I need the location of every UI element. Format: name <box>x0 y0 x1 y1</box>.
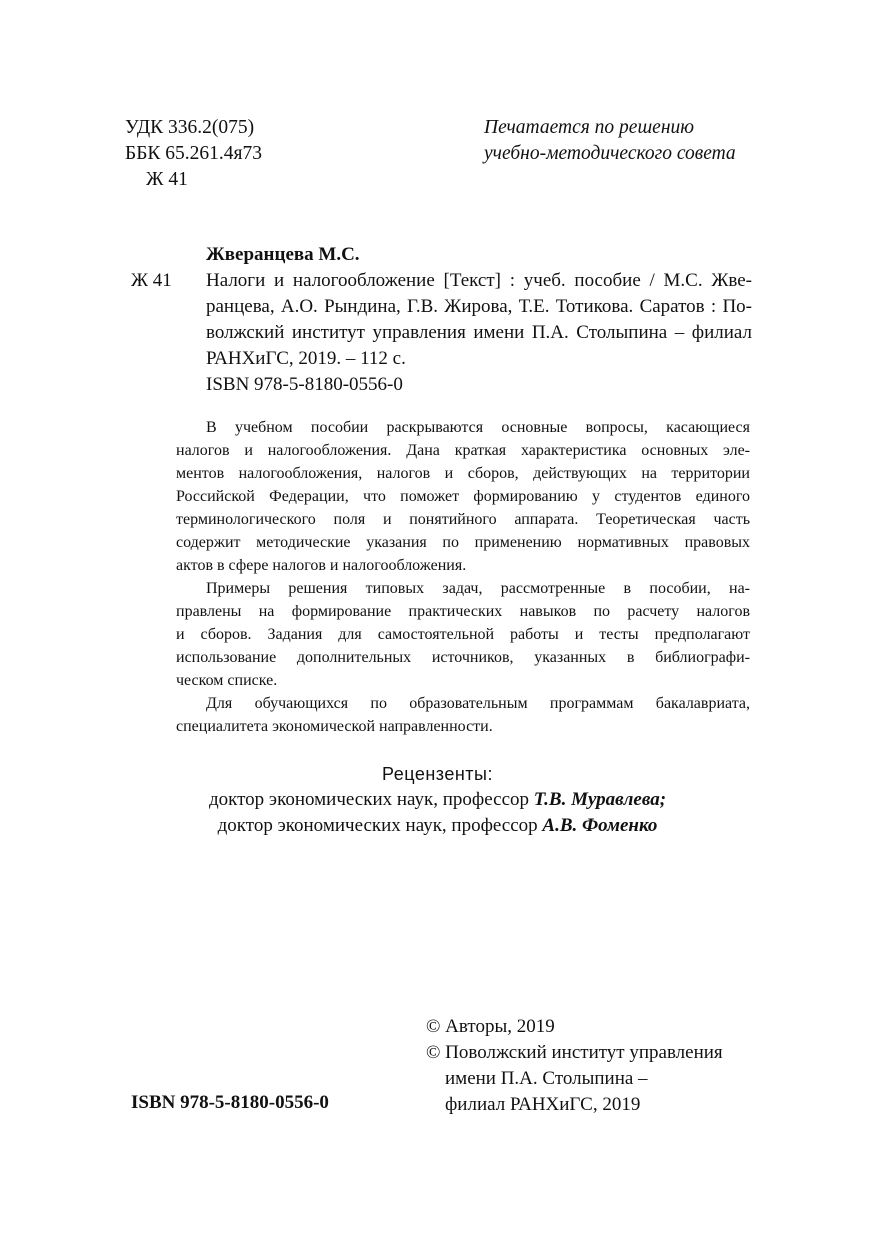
abstract-line: В учебном пособии раскрываются основные вопросы, касающиеся <box>206 419 750 436</box>
copyright-block <box>426 1014 723 1118</box>
abstract-line: и сборов. Задания для самостоятельной работы и тесты предполагают <box>176 626 750 643</box>
abstract-line: использование дополнительных источников, указанных в библиографи- <box>176 649 750 666</box>
abstract-line: правлены на формирование практических навыков по расчету налогов <box>176 603 750 620</box>
abstract-line: налогов и налогообложения. Дана краткая характеристика основных эле- <box>176 442 750 459</box>
imprint-line-2: учебно-методического совета <box>484 143 736 164</box>
bib-author: Жверанцева М.С. <box>206 244 360 265</box>
reviewer-2-role: доктор экономических наук, профессор <box>217 815 543 836</box>
abstract-line: терминологического поля и понятийного аппарата. Теоретическая часть <box>176 511 750 528</box>
abstract <box>176 416 750 738</box>
bib-description <box>206 268 752 398</box>
bbk-code: ББК 65.261.4я73 <box>125 143 262 164</box>
abstract-line: специалитета экономической направленности. <box>176 718 493 735</box>
abstract-line: ческом списке. <box>176 672 278 689</box>
bib-line: Налоги и налогообложение [Текст] : учеб. пособие / М.С. Жве- <box>206 270 752 291</box>
copyright-authors: © Авторы, 2019 <box>426 1016 555 1037</box>
bib-line: РАНХиГС, 2019. – 112 с. <box>206 348 406 369</box>
copyright-institute-cont: филиал РАНХиГС, 2019 <box>445 1094 641 1115</box>
abstract-line: содержит методические указания по применению нормативных правовых <box>176 534 750 551</box>
bib-line: ранцева, А.О. Рындина, Г.В. Жирова, Т.Е. Тотикова. Саратов : По- <box>206 296 752 317</box>
copyright-institute-cont: имени П.А. Столыпина – <box>445 1068 648 1089</box>
bib-author-mark: Ж 41 <box>131 270 172 291</box>
imprint-note <box>484 115 736 167</box>
author-mark: Ж 41 <box>146 169 188 190</box>
abstract-line: актов в сфере налогов и налогообложения. <box>176 557 467 574</box>
imprint-line-1: Печатается по решению <box>484 117 695 138</box>
classification-block <box>125 115 262 193</box>
reviewer-1 <box>0 787 875 813</box>
bib-line: волжский институт управления имени П.А. Столыпина – филиал <box>206 322 752 343</box>
abstract-line: ментов налогообложения, налогов и сборов, действующих на территории <box>176 465 750 482</box>
reviewer-2 <box>0 813 875 839</box>
reviewers-title: Рецензенты: <box>382 764 493 784</box>
reviewer-1-role: доктор экономических наук, профессор <box>208 789 534 810</box>
reviewer-1-name: Т.В. Муравлева; <box>533 789 667 810</box>
bib-isbn: ISBN 978-5-8180-0556-0 <box>206 374 403 395</box>
isbn-footer: ISBN 978-5-8180-0556-0 <box>131 1092 329 1113</box>
reviewer-2-name: А.В. Фоменко <box>542 815 658 836</box>
reviewers-block <box>0 761 875 839</box>
abstract-line: Российской Федерации, что поможет формированию у студентов единого <box>176 488 750 505</box>
abstract-line: Для обучающихся по образовательным программам бакалавриата, <box>206 695 750 712</box>
abstract-line: Примеры решения типовых задач, рассмотренные в пособии, на- <box>206 580 750 597</box>
copyright-institute: © Поволжский институт управления <box>426 1042 723 1063</box>
udk-code: УДК 336.2(075) <box>125 117 255 138</box>
